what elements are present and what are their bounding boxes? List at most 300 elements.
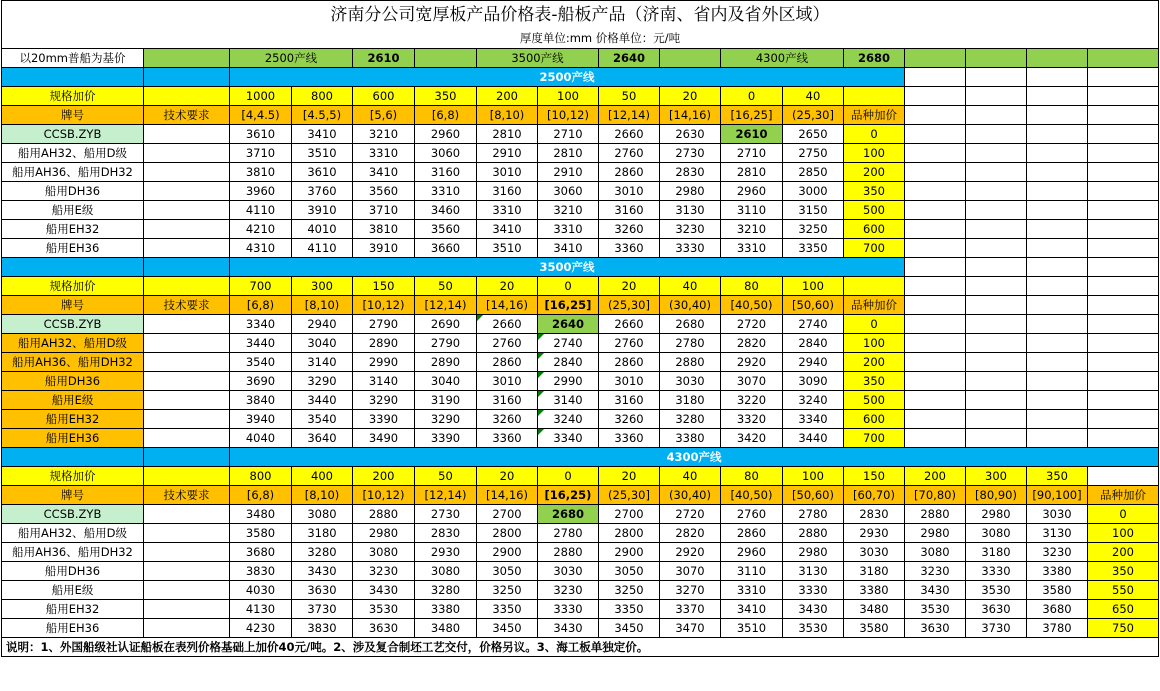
price-value: 2830 — [415, 524, 477, 543]
price-value: 3340 — [538, 429, 599, 448]
grade-row — [2, 353, 1159, 372]
price-value: 3180 — [292, 524, 353, 543]
grade-name: 船用E级 — [2, 581, 144, 600]
cell-blank — [1088, 429, 1159, 448]
price-value: 2650 — [783, 125, 844, 144]
tech-label: 技术要求 — [144, 106, 230, 125]
price-value: 3610 — [230, 125, 292, 144]
spec-add-value: 350 — [1027, 467, 1088, 486]
price-value: 3530 — [353, 600, 415, 619]
price-value: 2790 — [415, 334, 477, 353]
price-value: 3070 — [660, 562, 721, 581]
price-value: 3130 — [1027, 524, 1088, 543]
price-value: 3360 — [599, 239, 660, 258]
spec-add-value: 1000 — [230, 87, 292, 106]
price-value: 3030 — [538, 562, 599, 581]
grade-name: 船用DH36 — [2, 182, 144, 201]
price-value: 3080 — [966, 524, 1027, 543]
grade-row — [2, 524, 1159, 543]
cell-blank — [1088, 239, 1159, 258]
price-value: 2700 — [599, 505, 660, 524]
grade-row — [2, 562, 1159, 581]
grade-name: 船用EH36 — [2, 239, 144, 258]
price-value: 2630 — [660, 125, 721, 144]
thickness-range: [6,8) — [230, 296, 292, 315]
price-value: 2940 — [783, 353, 844, 372]
thickness-range: [12,14) — [415, 296, 477, 315]
spec-add-value: 200 — [477, 87, 538, 106]
price-value: 2980 — [783, 543, 844, 562]
grade-name: 船用EH36 — [2, 619, 144, 638]
price-value: 2810 — [477, 125, 538, 144]
tech-requirement — [144, 581, 230, 600]
price-value: 3810 — [353, 220, 415, 239]
price-value: 2640 — [538, 315, 599, 334]
grade-name: 船用AH32、船用D级 — [2, 144, 144, 163]
price-value: 3060 — [538, 182, 599, 201]
cell-blank — [905, 144, 966, 163]
price-value: 3310 — [415, 182, 477, 201]
grade-row — [2, 391, 1159, 410]
spec-add-value: 300 — [292, 277, 353, 296]
cell-blank — [966, 315, 1027, 334]
cell-blank — [1088, 353, 1159, 372]
price-value: 3280 — [292, 543, 353, 562]
thickness-range: [8,10) — [292, 486, 353, 505]
cell-blank — [1088, 106, 1159, 125]
thickness-range: [70,80) — [905, 486, 966, 505]
grade-name: 船用DH36 — [2, 372, 144, 391]
thickness-range: (25,30] — [783, 106, 844, 125]
price-value: 3660 — [415, 239, 477, 258]
price-value: 3630 — [966, 600, 1027, 619]
price-value: 3410 — [477, 220, 538, 239]
tech-requirement — [144, 391, 230, 410]
variety-label: 品种加价 — [844, 296, 905, 315]
price-value: 3290 — [292, 372, 353, 391]
section-title-row — [2, 68, 1159, 87]
price-value: 2990 — [353, 353, 415, 372]
price-value: 2730 — [660, 144, 721, 163]
price-value: 3070 — [721, 372, 783, 391]
grade-name: 船用EH32 — [2, 220, 144, 239]
spec-label: 规格加价 — [2, 87, 144, 106]
price-value: 3240 — [538, 410, 599, 429]
price-value: 3430 — [538, 619, 599, 638]
price-value: 3130 — [783, 562, 844, 581]
base-price-row — [2, 49, 1159, 68]
price-value: 2760 — [599, 334, 660, 353]
price-value: 3710 — [353, 201, 415, 220]
price-value: 3260 — [599, 410, 660, 429]
grade-row — [2, 182, 1159, 201]
cell-blank — [966, 201, 1027, 220]
price-value: 2980 — [905, 524, 966, 543]
price-value: 3140 — [538, 391, 599, 410]
tech-requirement — [144, 505, 230, 524]
price-value: 3460 — [415, 201, 477, 220]
tech-requirement — [144, 201, 230, 220]
price-value: 3440 — [292, 391, 353, 410]
price-value: 3480 — [844, 600, 905, 619]
price-value: 2910 — [477, 144, 538, 163]
grade-row — [2, 144, 1159, 163]
price-value: 2740 — [783, 315, 844, 334]
price-value: 3290 — [353, 391, 415, 410]
cell-blank — [1088, 163, 1159, 182]
cell-blank — [1088, 125, 1159, 144]
cell-blank — [966, 410, 1027, 429]
price-value: 3010 — [599, 182, 660, 201]
cell-blank — [905, 106, 966, 125]
price-value: 2990 — [538, 372, 599, 391]
price-value: 2830 — [844, 505, 905, 524]
price-value: 2730 — [415, 505, 477, 524]
cell-blank — [966, 334, 1027, 353]
cell-blank — [1027, 201, 1088, 220]
price-value: 3430 — [353, 581, 415, 600]
price-value: 3430 — [905, 581, 966, 600]
spec-label: 规格加价 — [2, 467, 144, 486]
cell-blank — [966, 163, 1027, 182]
price-value: 3080 — [415, 562, 477, 581]
variety-add: 100 — [844, 144, 905, 163]
cell-blank — [905, 258, 966, 277]
price-value: 3310 — [477, 201, 538, 220]
spec-add-value: 40 — [783, 87, 844, 106]
grade-name: 船用DH36 — [2, 562, 144, 581]
price-value: 3160 — [599, 391, 660, 410]
cell-blank — [1088, 68, 1159, 87]
spec-add-value: 350 — [415, 87, 477, 106]
price-value: 3630 — [905, 619, 966, 638]
cell-blank — [144, 87, 230, 106]
grade-row — [2, 600, 1159, 619]
line-name-4300: 4300产线 — [721, 49, 844, 68]
price-value: 2850 — [783, 163, 844, 182]
cell-blank — [966, 125, 1027, 144]
spec-add-value: 50 — [599, 87, 660, 106]
price-value: 3530 — [966, 581, 1027, 600]
price-value: 2780 — [783, 505, 844, 524]
variety-add: 200 — [1088, 543, 1159, 562]
price-value: 2860 — [599, 163, 660, 182]
price-value: 3220 — [721, 391, 783, 410]
price-value: 3330 — [538, 600, 599, 619]
price-value: 4210 — [230, 220, 292, 239]
base-label: 以20mm普船为基价 — [2, 49, 144, 68]
grade-name: 船用EH36 — [2, 429, 144, 448]
price-value: 3840 — [230, 391, 292, 410]
variety-add: 200 — [844, 163, 905, 182]
price-value: 2890 — [353, 334, 415, 353]
grade-row — [2, 372, 1159, 391]
tech-requirement — [144, 429, 230, 448]
cell-blank — [905, 372, 966, 391]
price-value: 3810 — [230, 163, 292, 182]
price-value: 3410 — [353, 163, 415, 182]
thickness-range: [14,16) — [660, 106, 721, 125]
price-value: 3280 — [415, 581, 477, 600]
price-value: 3530 — [905, 600, 966, 619]
price-value: 3190 — [415, 391, 477, 410]
cell-blank — [844, 87, 905, 106]
price-value: 3280 — [660, 410, 721, 429]
cell-blank — [966, 296, 1027, 315]
price-value: 2980 — [353, 524, 415, 543]
price-value: 4110 — [292, 239, 353, 258]
thickness-range: [6,8) — [415, 106, 477, 125]
price-value: 2680 — [538, 505, 599, 524]
tech-requirement — [144, 144, 230, 163]
cell-blank — [1027, 410, 1088, 429]
price-value: 3430 — [292, 562, 353, 581]
variety-add: 700 — [844, 239, 905, 258]
section-title-row — [2, 448, 1159, 467]
price-value: 3560 — [353, 182, 415, 201]
grade-name: 船用AH32、船用D级 — [2, 524, 144, 543]
tech-requirement — [144, 182, 230, 201]
price-value: 3640 — [292, 429, 353, 448]
variety-add: 500 — [844, 391, 905, 410]
footer-note: 说明：1、外国船级社认证船板在表列价格基础上加价40元/吨。2、涉及复合制坯工艺交付，价格另议。3、海工板单独定价。 — [2, 638, 1159, 657]
tech-label: 技术要求 — [144, 296, 230, 315]
price-value: 4130 — [230, 600, 292, 619]
price-value: 2760 — [477, 334, 538, 353]
price-value: 3010 — [599, 372, 660, 391]
price-value: 3350 — [477, 600, 538, 619]
price-value: 3090 — [783, 372, 844, 391]
cell-blank — [905, 87, 966, 106]
thickness-range: [10,12) — [353, 296, 415, 315]
cell-blank — [966, 258, 1027, 277]
thickness-range: [14,16) — [477, 486, 538, 505]
cell-blank — [966, 372, 1027, 391]
spec-add-value: 800 — [292, 87, 353, 106]
thickness-range: (25,30] — [599, 486, 660, 505]
price-value: 3330 — [660, 239, 721, 258]
grade-row — [2, 163, 1159, 182]
grade-row — [2, 581, 1159, 600]
cell-blank — [1088, 410, 1159, 429]
price-value: 3260 — [599, 220, 660, 239]
cell-blank — [1088, 277, 1159, 296]
price-value: 3380 — [415, 600, 477, 619]
line-price-2500: 2610 — [353, 49, 415, 68]
price-value: 4030 — [230, 581, 292, 600]
cell-blank — [144, 467, 230, 486]
cell-blank — [660, 49, 721, 68]
variety-add: 500 — [844, 201, 905, 220]
cell-blank — [966, 353, 1027, 372]
thickness-range: [8,10) — [292, 296, 353, 315]
cell-blank — [905, 277, 966, 296]
price-value: 3110 — [721, 562, 783, 581]
tech-requirement — [144, 543, 230, 562]
price-value: 3780 — [1027, 619, 1088, 638]
price-value: 3440 — [230, 334, 292, 353]
price-value: 3180 — [844, 562, 905, 581]
price-value: 2920 — [660, 543, 721, 562]
price-value: 3250 — [783, 220, 844, 239]
spec-add-value: 200 — [905, 467, 966, 486]
price-value: 2760 — [599, 144, 660, 163]
cell-blank — [415, 49, 477, 68]
price-value: 3030 — [660, 372, 721, 391]
price-value: 2890 — [415, 353, 477, 372]
price-value: 2780 — [660, 334, 721, 353]
price-value: 3580 — [844, 619, 905, 638]
price-value: 3030 — [844, 543, 905, 562]
spec-add-value: 80 — [721, 277, 783, 296]
cell-blank — [966, 144, 1027, 163]
price-value: 3830 — [230, 562, 292, 581]
price-value: 2960 — [415, 125, 477, 144]
variety-add: 650 — [1088, 600, 1159, 619]
cell-blank — [1088, 467, 1159, 486]
tech-requirement — [144, 334, 230, 353]
price-value: 3130 — [660, 201, 721, 220]
tech-requirement — [144, 619, 230, 638]
price-value: 3350 — [599, 600, 660, 619]
price-value: 3040 — [415, 372, 477, 391]
price-value: 2930 — [844, 524, 905, 543]
price-value: 2980 — [660, 182, 721, 201]
spec-add-value: 100 — [783, 467, 844, 486]
price-value: 2880 — [905, 505, 966, 524]
cell-blank — [2, 258, 144, 277]
spec-add-value: 300 — [966, 467, 1027, 486]
price-value: 3310 — [721, 581, 783, 600]
price-value: 2900 — [477, 543, 538, 562]
price-value: 2800 — [599, 524, 660, 543]
price-value: 3270 — [660, 581, 721, 600]
grade-name: 船用EH32 — [2, 600, 144, 619]
cell-blank — [1027, 277, 1088, 296]
price-value: 2680 — [660, 315, 721, 334]
price-value: 3340 — [783, 410, 844, 429]
price-value: 2880 — [538, 543, 599, 562]
cell-blank — [905, 391, 966, 410]
cell-blank — [1088, 334, 1159, 353]
grade-row — [2, 410, 1159, 429]
cell-blank — [1027, 125, 1088, 144]
variety-add: 200 — [844, 353, 905, 372]
cell-blank — [1088, 258, 1159, 277]
price-value: 3480 — [230, 505, 292, 524]
cell-blank — [144, 258, 230, 277]
price-value: 2880 — [660, 353, 721, 372]
price-value: 3050 — [599, 562, 660, 581]
price-value: 3390 — [415, 429, 477, 448]
price-value: 3310 — [721, 239, 783, 258]
variety-add: 350 — [844, 372, 905, 391]
thickness-range: [10,12) — [353, 486, 415, 505]
thickness-range: [40,50) — [721, 486, 783, 505]
price-value: 2910 — [538, 163, 599, 182]
cell-blank — [1027, 68, 1088, 87]
section-title: 3500产线 — [230, 258, 905, 277]
price-value: 3160 — [415, 163, 477, 182]
price-value: 3610 — [292, 163, 353, 182]
price-value: 3510 — [721, 619, 783, 638]
price-table — [1, 48, 1159, 657]
cell-blank — [1027, 220, 1088, 239]
cell-blank — [2, 68, 144, 87]
price-value: 3510 — [292, 144, 353, 163]
price-value: 3230 — [660, 220, 721, 239]
cell-blank — [1027, 429, 1088, 448]
price-value: 3450 — [477, 619, 538, 638]
price-value: 3040 — [292, 334, 353, 353]
variety-add: 600 — [844, 220, 905, 239]
price-value: 3250 — [599, 581, 660, 600]
range-header-row — [2, 296, 1159, 315]
tech-requirement — [144, 163, 230, 182]
price-value: 3260 — [477, 410, 538, 429]
cell-blank — [844, 277, 905, 296]
variety-add: 750 — [1088, 619, 1159, 638]
price-value: 2700 — [477, 505, 538, 524]
spec-add-row — [2, 277, 1159, 296]
price-value: 3180 — [660, 391, 721, 410]
price-value: 2720 — [660, 505, 721, 524]
spec-add-value: 50 — [415, 277, 477, 296]
cell-blank — [1088, 315, 1159, 334]
grade-row — [2, 125, 1159, 144]
cell-blank — [1027, 315, 1088, 334]
price-value: 3560 — [415, 220, 477, 239]
cell-blank — [144, 448, 230, 467]
grade-name: 船用AH36、船用DH32 — [2, 163, 144, 182]
cell-blank — [905, 201, 966, 220]
spec-add-value: 40 — [660, 467, 721, 486]
grade-row — [2, 239, 1159, 258]
spec-add-value: 150 — [844, 467, 905, 486]
price-value: 2980 — [966, 505, 1027, 524]
cell-blank — [905, 410, 966, 429]
price-value: 3630 — [292, 581, 353, 600]
grade-name: 船用AH36、船用DH32 — [2, 353, 144, 372]
cell-blank — [966, 68, 1027, 87]
price-value: 3680 — [1027, 600, 1088, 619]
price-value: 3540 — [292, 410, 353, 429]
price-value: 3160 — [477, 182, 538, 201]
cell-blank — [1027, 144, 1088, 163]
price-value: 2930 — [415, 543, 477, 562]
brand-label: 牌号 — [2, 296, 144, 315]
price-value: 3430 — [783, 600, 844, 619]
price-value: 3210 — [721, 220, 783, 239]
spec-add-value: 0 — [538, 277, 599, 296]
line-price-4300: 2680 — [844, 49, 905, 68]
units-note: 厚度单位:mm 价格单位：元/吨 — [1, 28, 1159, 48]
price-value: 2690 — [415, 315, 477, 334]
grade-name: 船用AH36、船用DH32 — [2, 543, 144, 562]
price-value: 2840 — [538, 353, 599, 372]
thickness-range: [5,6) — [353, 106, 415, 125]
price-value: 3960 — [230, 182, 292, 201]
cell-blank — [905, 163, 966, 182]
section-title-row — [2, 258, 1159, 277]
tech-requirement — [144, 600, 230, 619]
price-value: 3510 — [477, 239, 538, 258]
price-value: 3230 — [353, 562, 415, 581]
cell-blank — [144, 68, 230, 87]
price-value: 2820 — [721, 334, 783, 353]
price-value: 2750 — [783, 144, 844, 163]
price-value: 3110 — [721, 201, 783, 220]
